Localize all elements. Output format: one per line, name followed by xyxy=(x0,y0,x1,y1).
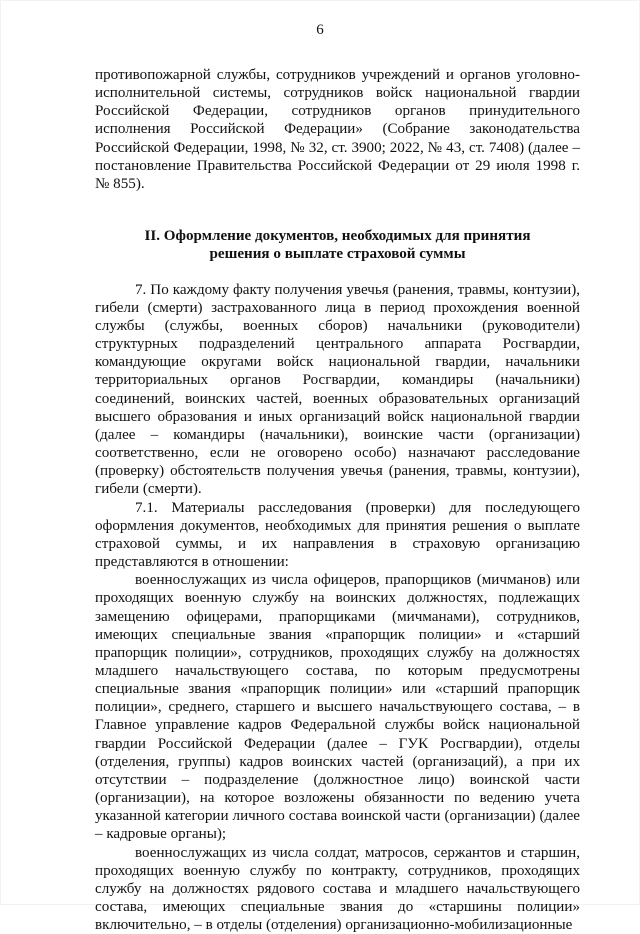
paragraph-soldiers: военнослужащих из числа солдат, матросов, сержантов и старшин, проходящих военную службу по контракту, сотрудников, проходящих службу на должностях рядового состава и младшего начальствующего состава, имеющих специальные звания до «старшины полиции» включительно, – в отделы (отделения) организационно-мобилизационные xyxy=(95,844,580,934)
paragraph-continuation: противопожарной службы, сотрудников учреждений и органов уголовно-исполнительной системы, сотрудников войск национальной гвардии Российской Федерации, сотрудников органов принудительного исполнения Российской Федерации» (Собрание законодательства Российской Федерации, 1998, № 32, ст. 3900; 2022, № 43, ст. 7408) (далее – постановление Правительства Российской Федерации от 29 июля 1998 г. № 855). xyxy=(95,67,580,192)
section-heading xyxy=(95,227,580,264)
paragraph-7: 7. По каждому факту получения увечья (ранения, травмы, контузии), гибели (смерти) застрахованного лица в период прохождения военной службы (службы, военных сборов) начальники (руководители) структурных подразделений центрального аппарата Росгвардии, командующие округами войск национальной гвардии, начальники территориальных органов Росгвардии, командиры (начальники) соединений, воинских частей, военных образовательных организаций высшего образования и иных организаций войск национальной гвардии (далее – командиры (начальники), воинские части (организации) соответственно, если не оговорено особо) назначают расследование (проверку) обстоятельств получения увечья (ранения, травмы, контузии), гибели (смерти). xyxy=(95,281,580,498)
page-number: 6 xyxy=(316,22,324,38)
section-heading-line-1: II. Оформление документов, необходимых для принятия xyxy=(144,228,531,245)
paragraph-officers: военнослужащих из числа офицеров, прапорщиков (мичманов) или проходящих военную службу на воинских должностях, подлежащих замещению офицерами, прапорщиками (мичманами), сотрудников, имеющих специальные звания «прапорщик полиции» и «старший прапорщик полиции», сотрудников, проходящих службу на должностях младшего начальствующего состава, по которым предусмотрены специальные звания «прапорщик полиции» или «старший прапорщик полиции», среднего, старшего и высшего начальствующего состава, – в Главное управление кадров Федеральной службы войск национальной гвардии Российской Федерации (далее – ГУК Росгвардии), отделы (отделения, группы) кадров воинских частей (организаций), а при их отсутствии – подразделение (должностное лицо) воинской части (организации), на которое возложены обязанности по ведению учета указанной категории личного состава воинской части (организации) (далее – кадровые органы); xyxy=(95,572,580,843)
document-body xyxy=(95,66,580,934)
section-heading-line-2: решения о выплате страховой суммы xyxy=(209,246,466,263)
paragraph-7-1: 7.1. Материалы расследования (проверки) для последующего оформления документов, необходимых для принятия решения о выплате страховой суммы, и их направления в страховую организацию представляются в отношении: xyxy=(95,499,580,571)
